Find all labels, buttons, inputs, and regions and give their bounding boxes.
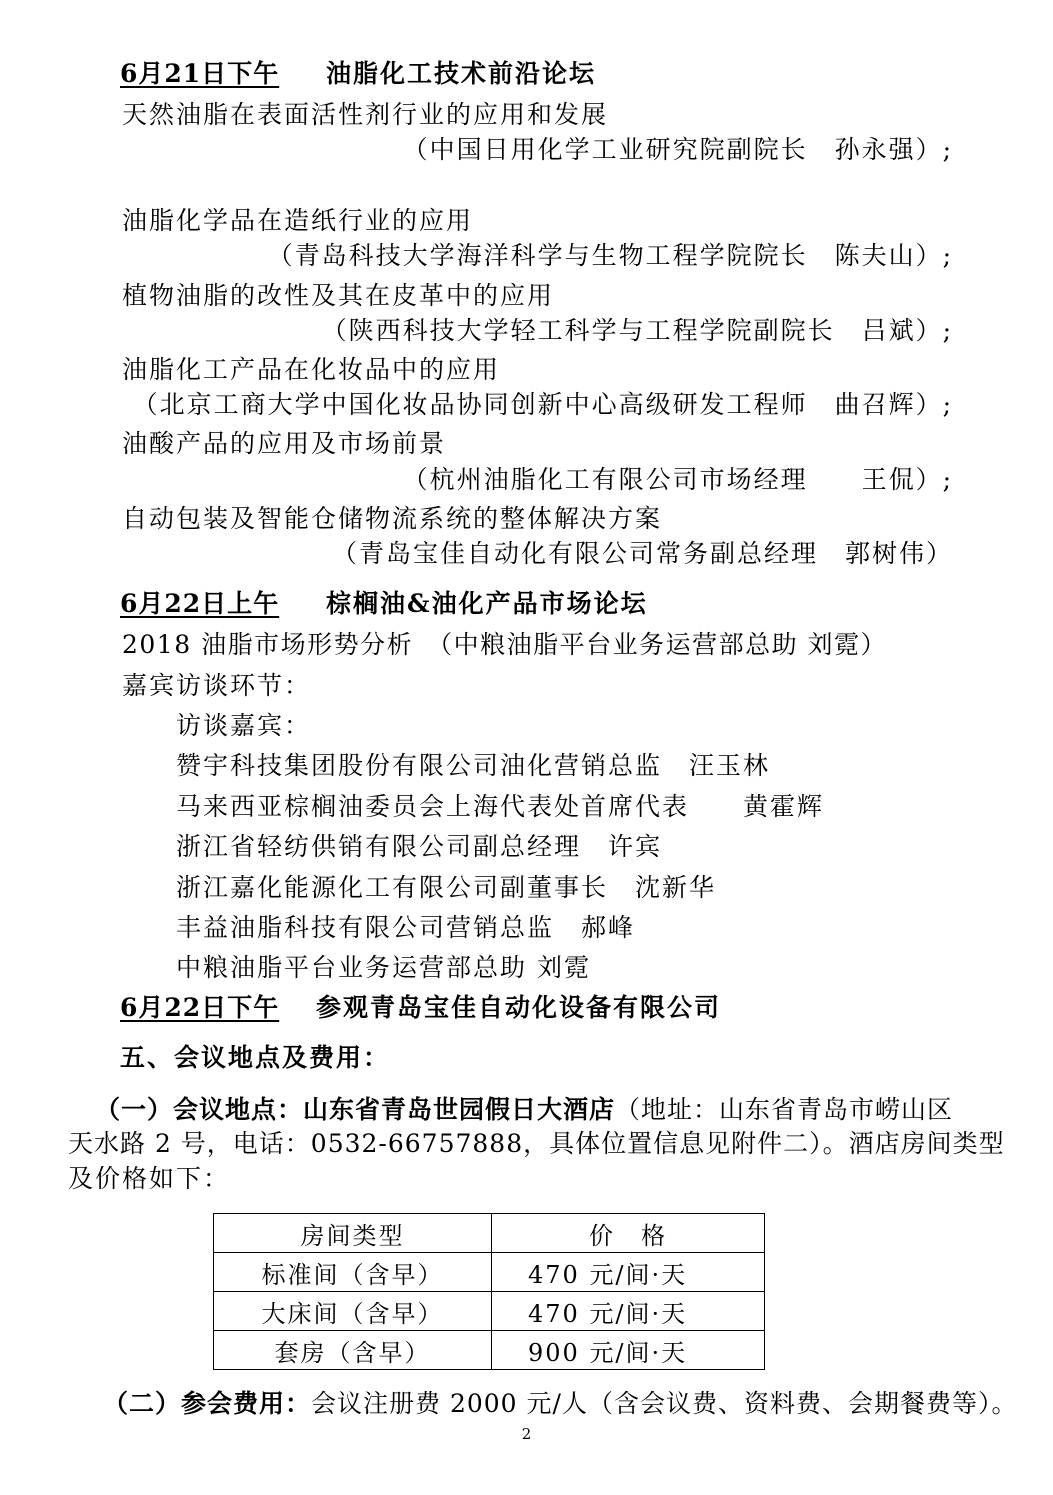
table-header-cell: 价 格 (492, 1214, 765, 1253)
section-date: 6月22日下午 (120, 993, 280, 1022)
talk-speaker: （青岛科技大学海洋科学与生物工程学院院长 陈夫山）; (267, 241, 953, 270)
talk-topic: 植物油脂的改性及其在皮革中的应用 (122, 281, 555, 310)
guest-item: 中粮油脂平台业务运营部总助 刘霓 (176, 953, 591, 982)
section-title: 参观青岛宝佳自动化设备有限公司 (316, 993, 722, 1022)
venue-heading: 五、会议地点及费用： (120, 1043, 391, 1072)
guest-item: 浙江嘉化能源化工有限公司副董事长 沈新华 (176, 873, 717, 902)
fee-label: （二）参会费用： (103, 1389, 312, 1418)
venue-place-label: （一）会议地点： (95, 1095, 304, 1124)
room-type-cell: 套房（含早） (214, 1331, 492, 1370)
venue-line-3: 及价格如下： (68, 1164, 231, 1193)
talk-speaker: （北京工商大学中国化妆品协同创新中心高级研发工程师 曲召辉）; (132, 390, 953, 419)
guest-item: 浙江省轻纺供销有限公司副总经理 许宾 (176, 832, 663, 861)
section-heading (120, 588, 648, 620)
venue-place-name: 山东省青岛世园假日大酒店 (303, 1095, 616, 1124)
section-title: 棕榈油&油化产品市场论坛 (326, 589, 648, 618)
venue-address-start: （地址：山东省青岛市崂山区 (615, 1095, 954, 1124)
talk-speaker: （青岛宝佳自动化有限公司常务副总经理 郭树伟） (331, 539, 953, 568)
talk-topic: 油脂化学品在造纸行业的应用 (122, 206, 474, 235)
table-header-cell: 房间类型 (214, 1214, 492, 1253)
room-type-cell: 标准间（含早） (214, 1253, 492, 1292)
guest-item: 赞宇科技集团股份有限公司油化营销总监 汪玉林 (176, 751, 771, 780)
talk-speaker: （陕西科技大学轻工科学与工程学院副院长 吕斌）; (321, 316, 953, 345)
section-date: 6月22日上午 (120, 589, 280, 618)
guest-item: 马来西亚棕榈油委员会上海代表处首席代表 黄霍辉 (176, 792, 825, 821)
room-price-table (213, 1213, 765, 1370)
guests-label: 访谈嘉宾： (176, 711, 312, 740)
section-title: 油脂化工技术前沿论坛 (326, 59, 597, 88)
venue-line-1 (95, 1094, 953, 1126)
room-type-cell: 大床间（含早） (214, 1292, 492, 1331)
table-header-row (214, 1214, 765, 1253)
guest-item: 丰益油脂科技有限公司营销总监 郝峰 (176, 913, 636, 942)
page-number: 2 (521, 1425, 532, 1443)
table-row (214, 1331, 765, 1370)
talk-speaker: （杭州油脂化工有限公司市场经理 王侃）; (402, 465, 953, 494)
talk-topic: 天然油脂在表面活性剂行业的应用和发展 (122, 100, 609, 129)
table-row (214, 1253, 765, 1292)
talk-topic: 自动包装及智能仓储物流系统的整体解决方案 (122, 504, 663, 533)
talk-speaker: （中国日用化学工业研究院副院长 孙永强）; (402, 135, 953, 164)
room-price-cell: 470 元/间·天 (492, 1292, 765, 1331)
fee-line (103, 1388, 1017, 1420)
table-row (214, 1292, 765, 1331)
section-date: 6月21日下午 (120, 59, 280, 88)
room-price-cell: 470 元/间·天 (492, 1253, 765, 1292)
talk-topic: 油脂化工产品在化妆品中的应用 (122, 355, 501, 384)
interview-label: 嘉宾访谈环节： (122, 671, 312, 700)
market-talk: 2018 油脂市场形势分析 （中粮油脂平台业务运营部总助 刘霓） (122, 630, 888, 659)
venue-line-2: 天水路 2 号，电话：0532-66757888，具体位置信息见附件二）。酒店房间类型 (68, 1129, 1005, 1158)
fee-text: 会议注册费 2000 元/人（含会议费、资料费、会期餐费等）。 (311, 1389, 1018, 1418)
room-price-cell: 900 元/间·天 (492, 1331, 765, 1370)
section-heading (120, 992, 721, 1024)
section-heading (120, 58, 596, 90)
talk-topic: 油酸产品的应用及市场前景 (122, 429, 447, 458)
